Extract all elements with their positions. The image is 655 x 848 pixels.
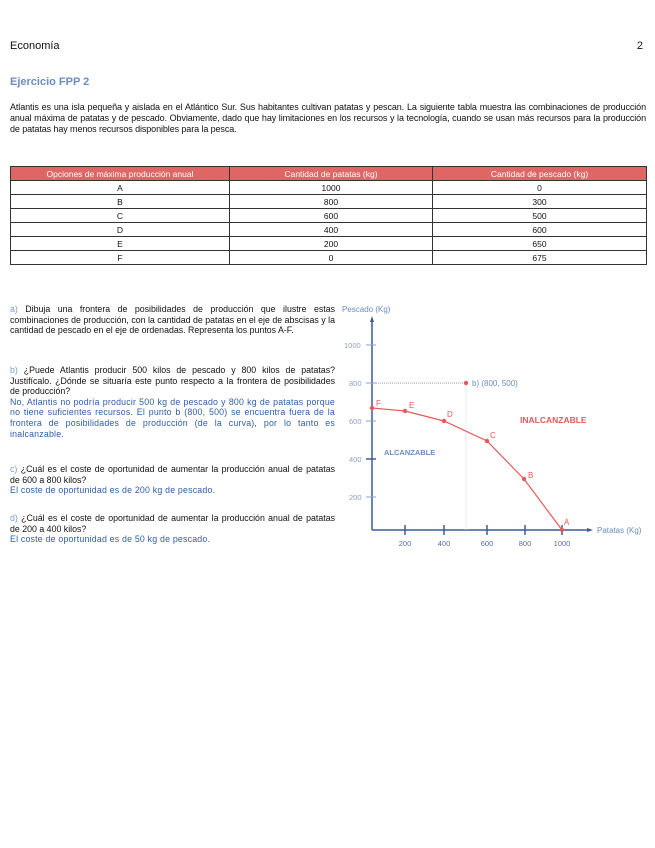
- table-cell: 650: [433, 237, 647, 251]
- column-header: Cantidad de pescado (kg): [433, 167, 647, 181]
- svg-text:600: 600: [349, 417, 362, 426]
- table-cell: E: [11, 237, 230, 251]
- x-axis-label: Patatas (Kg): [597, 526, 642, 535]
- svg-text:400: 400: [349, 455, 362, 464]
- exercise-intro: Atlantis es una isla pequeña y aislada en el Atlántico Sur. Sus habitantes cultivan patatas y pescan. La siguiente tabla muestra las combinaciones de producción anual máxima de patatas y de pescado. Obviamente, dado que hay limitaciones en los recursos y la tecnología, cuando se usan más recursos para la producción de patatas hay menos recursos disponibles para la pesca.: [10, 102, 646, 134]
- y-axis-label: Pescado (Kg): [342, 305, 391, 314]
- table-cell: 200: [230, 237, 433, 251]
- column-header: Opciones de máxima producción anual: [11, 167, 230, 181]
- point-b-label: b) (800, 500): [472, 379, 518, 388]
- question-text: ¿Puede Atlantis producir 500 kilos de pescado y 800 kilos de patatas? Justifícalo. ¿Dónde se situaría este punto respecto a la frontera de posibilidades de producción?: [10, 365, 335, 397]
- question-text: ¿Cuál es el coste de oportunidad de aumentar la producción anual de patatas de 200 a 400 kilos?: [10, 513, 335, 534]
- question-text: ¿Cuál es el coste de oportunidad de aumentar la producción anual de patatas de 600 a 800 kilos?: [10, 464, 335, 485]
- exercise-title: Ejercicio FPP 2: [10, 76, 90, 88]
- ppf-curve: [372, 408, 562, 530]
- table-cell: 500: [433, 209, 647, 223]
- table-cell: 675: [433, 251, 647, 265]
- svg-text:1000: 1000: [553, 539, 571, 548]
- svg-text:D: D: [447, 410, 453, 419]
- answer-text: No, Atlantis no podría producir 500 kg de pescado y 800 kg de patatas porque no tiene suficientes recursos. El punto b (800, 500) se encuentra fuera de la frontera de posibilidades de producción (de la curva), por lo tanto es inalcanzable.: [10, 396, 335, 439]
- table-cell: A: [11, 181, 230, 195]
- table-cell: 300: [433, 195, 647, 209]
- table-cell: B: [11, 195, 230, 209]
- header-subject: Economía: [10, 40, 60, 52]
- y-ticks: [344, 341, 376, 502]
- svg-text:800: 800: [518, 539, 532, 548]
- svg-text:600: 600: [480, 539, 494, 548]
- table-cell: 600: [230, 209, 433, 223]
- svg-text:200: 200: [398, 539, 412, 548]
- unreachable-label: INALCANZABLE: [520, 415, 587, 425]
- svg-text:400: 400: [437, 539, 451, 548]
- x-axis-arrow-icon: [587, 528, 593, 532]
- point-b-marker: [464, 381, 468, 385]
- reachable-label: ALCANZABLE: [384, 448, 436, 457]
- answer-text: El coste de oportunidad es de 200 kg de pescado.: [10, 485, 216, 496]
- svg-text:800: 800: [349, 379, 362, 388]
- table-cell: 400: [230, 223, 433, 237]
- svg-text:200: 200: [349, 493, 362, 502]
- x-ticks: [399, 525, 571, 548]
- table-cell: C: [11, 209, 230, 223]
- table-cell: 800: [230, 195, 433, 209]
- column-header: Cantidad de patatas (kg): [230, 167, 433, 181]
- y-axis-arrow-icon: [370, 316, 374, 322]
- table-cell: 0: [230, 251, 433, 265]
- svg-text:E: E: [409, 401, 415, 410]
- svg-text:B: B: [528, 471, 534, 480]
- svg-text:F: F: [376, 399, 381, 408]
- table-cell: D: [11, 223, 230, 237]
- question-text: Dibuja una frontera de posibilidades de producción que ilustre estas combinaciones de producción, con la cantidad de patatas en el eje de abscisas y la cantidad de pescado en el eje de ordenadas. Representa los puntos A-F.: [10, 304, 335, 336]
- answer-text: El coste de oportunidad es de 50 kg de pescado.: [10, 534, 211, 545]
- svg-text:1000: 1000: [344, 341, 361, 350]
- page-number: 2: [636, 40, 643, 52]
- table-cell: F: [11, 251, 230, 265]
- question-label: b): [10, 365, 18, 375]
- table-cell: 600: [433, 223, 647, 237]
- question-label: a): [10, 304, 18, 314]
- question-label: c): [10, 464, 18, 474]
- table-cell: 1000: [230, 181, 433, 195]
- svg-text:C: C: [490, 431, 496, 440]
- table-cell: 0: [433, 181, 647, 195]
- svg-text:A: A: [564, 518, 570, 527]
- question-label: d): [10, 513, 18, 523]
